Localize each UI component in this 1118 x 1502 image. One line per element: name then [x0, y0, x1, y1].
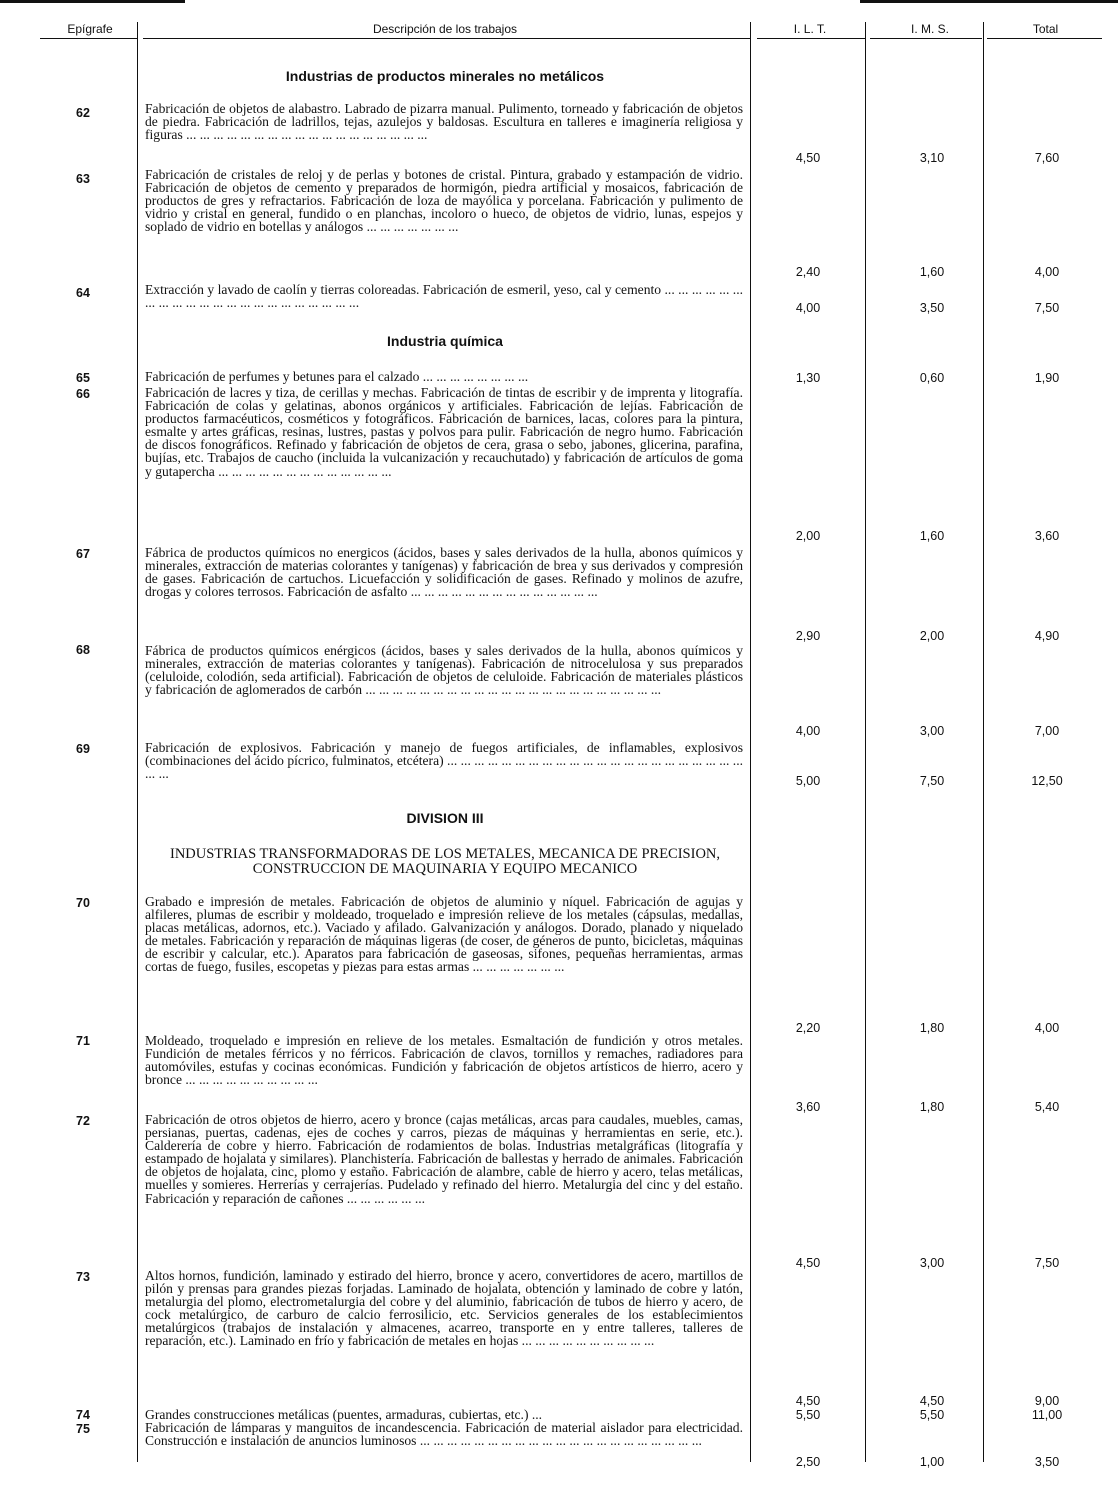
row-description: Fabricación de lacres y tiza, de cerillas y mechas. Fabricación de tintas de escribir y de imprenta y litografía. Fabricación de colas y gelatinas, abonos orgánicos y artificiales. Fabricación de lejías. Fabricación de productos farmacéuticos, cosméticos y fotográficos. Fabricación de barnices, lacas, colores para la pintura, esmalte y artes gráficas, resinas, lustres, pastas y polvos para pulir. Fabricación de negro humo. Fabricación de discos fonográficos. Refinado y fabricación de objetos de cera, grasa o sebo, jabones, glicerina, parafina, bujías, etc. Trabajos de caucho (incluida la vulcanización y recauchutado) y fabricación de artículos de goma y gutapercha ... ... ... ... ... ... ... ... ... ... ... ... ... [145, 385, 743, 479]
row-total: 9,00 [1034, 1394, 1060, 1408]
row-ilt: 2,90 [795, 629, 821, 643]
row-description: Fabricación de otros objetos de hierro, acero y bronce (cajas metálicas, arcas para caudales, muebles, camas, persianas, puertas, cadenas, ejes de coches y carros, piezas de máquinas y herramientas en serie, etc.). Calderería de cobre y hierro. Fabricación de rodamientos de bolas. Industrias metalgráficas (litografía y estampado de hojalata y similares). Planchistería. Fabricación de ballestas y herrado de animales. Fabricación de objetos de hojalata, cinc, plomo y estaño. Fabricación de alambre, cable de hierro y acero, telas metálicas, muelles y somieres. Herrerías y cerrajerías. Pudelado y refinado del hierro. Metalurgia del cinc y del estaño. Fabricación y reparación de cañones ... ... ... ... ... ... [145, 1112, 743, 1206]
division-subtitle: INDUSTRIAS TRANSFORMADORAS DE LOS METALES, MECANICA DE PRECISION, CONSTRUCCION DE MAQUINARIA Y EQUIPO MECANICO [169, 846, 721, 877]
row-ilt: 4,00 [795, 301, 821, 315]
row-ims: 4,50 [919, 1394, 945, 1408]
row-ilt: 5,50 [795, 1408, 821, 1422]
row-ilt: 4,00 [795, 724, 821, 738]
row-total: 12,50 [1031, 774, 1063, 788]
row-total: 3,50 [1034, 1455, 1060, 1469]
top-rule-right [860, 0, 1118, 3]
row-ilt: 2,40 [795, 265, 821, 279]
row-ims: 1,60 [919, 265, 945, 279]
row-epigrafe: 70 [76, 896, 90, 910]
header-rule [757, 38, 865, 39]
section-heading: Industrias de productos minerales no metálicos [285, 68, 605, 84]
header-rule [143, 38, 750, 39]
row-total: 1,90 [1034, 371, 1060, 385]
section-heading: Industria química [387, 333, 503, 349]
row-ims: 0,60 [919, 371, 945, 385]
row-epigrafe: 71 [76, 1034, 90, 1048]
row-ims: 7,50 [919, 774, 945, 788]
row-ims: 3,50 [919, 301, 945, 315]
row-ims: 1,60 [919, 529, 945, 543]
row-description: Fabricación de lámparas y manguitos de incandescencia. Fabricación de material aislador para electricidad. Construcción e instalación de anuncios luminosos ... ... ... ... ... ... ... ... ... ... ... ... ... ... ... ... ... ... ... ... ... [145, 1420, 743, 1449]
row-total: 7,60 [1034, 151, 1060, 165]
row-epigrafe: 63 [76, 172, 90, 186]
header-rule [40, 38, 138, 39]
row-ilt: 4,50 [795, 1394, 821, 1408]
row-total: 4,90 [1034, 629, 1060, 643]
header-descripcion: Descripción de los trabajos [372, 22, 518, 36]
row-description: Fabricación de perfumes y betunes para el calzado ... ... ... ... ... ... ... ... [145, 369, 529, 384]
row-ims: 3,10 [919, 151, 945, 165]
row-ilt: 2,00 [795, 529, 821, 543]
division-heading: DIVISION III [406, 810, 484, 826]
row-ims: 5,50 [919, 1408, 945, 1422]
header-rule [987, 38, 1102, 39]
row-ims: 3,00 [919, 724, 945, 738]
header-ims: I. M. S. [910, 22, 949, 36]
row-description: Fábrica de productos químicos enérgicos (ácidos, bases y sales derivados de la hulla, abonos químicos y minerales, extracción de materias colorantes y tanígenas). Fabricación de nitrocelulosa y sus preparados (celuloide, colodión, seda artificial). Fabricación de objetos de celuloide. Fabricación de materiales plásticos y fabricación de aglomerados de carbón ... ... ... ... ... ... ... ... ... ... ... ... ... ... ... ... ... ... ... ... ... ... [145, 643, 743, 698]
header-rule [870, 38, 982, 39]
row-total: 4,00 [1034, 265, 1060, 279]
row-ilt: 2,20 [795, 1021, 821, 1035]
row-description: Altos hornos, fundición, laminado y estirado del hierro, bronce y acero, convertidores de acero, martillos de pilón y prensas para grandes piezas forjadas. Laminado de hojalata, obtención y laminado de cobre y latón, metalurgia del plomo, electrometalurgia del cobre y del aluminio, fabricación de tubos de hierro y acero, de cock metalúrgico, de carburo de calcio ferrosilicio, etc. Servicios generales de los establecimientos metalúrgicos (trabajos de instalación y almacenes, acarreo, transporte en y entre talleres, talleres de reparación, etc.). Laminado en frío y fabricación de metales en hojas ... ... ... ... ... ... ... ... ... ... [145, 1268, 743, 1349]
row-epigrafe: 65 [76, 371, 90, 385]
column-divider [865, 22, 866, 1462]
row-description: Grabado e impresión de metales. Fabricación de objetos de aluminio y níquel. Fabricación de agujas y alfileres, plumas de escribir y moldeado, troquelado e impresión relieve de los metales (cápsulas, medallas, placas metálicas, adornos, etc.). Vaciado y afilado. Galvanización y análogos. Dorado, planado y niquelado de metales. Fabricación y reparación de máquinas ligeras (de coser, de géneros de punto, bicicletas, máquinas de escribir y calcular, etc.). Aparatos para fabricación de gaseosas, sifones, pequeñas herramientas, armas cortas de fuego, fusiles, escopetas y piezas para estas armas ... ... ... ... ... ... ... [145, 894, 743, 975]
row-epigrafe: 64 [76, 286, 90, 300]
row-ilt: 5,00 [795, 774, 821, 788]
row-total: 7,50 [1034, 301, 1060, 315]
row-total: 11,00 [1031, 1408, 1063, 1422]
header-total: Total [1032, 22, 1059, 36]
top-rule-left [0, 0, 185, 3]
row-total: 4,00 [1034, 1021, 1060, 1035]
row-ims: 3,00 [919, 1256, 945, 1270]
row-total: 7,50 [1034, 1256, 1060, 1270]
row-description: Fábrica de productos químicos no energicos (ácidos, bases y sales derivados de la hulla, abonos químicos y minerales, extracción de materias colorantes y tanígenas) y fabricación de brea y sus derivados y compresión de gases. Fabricación de cartuchos. Licuefacción y solidificación de gases. Refinado y molinos de azufre, drogas y colores terrosos. Fabricación de asfalto ... ... ... ... ... ... ... ... ... ... ... ... ... ... [145, 545, 743, 600]
row-epigrafe: 74 [76, 1408, 90, 1422]
row-ilt: 3,60 [795, 1100, 821, 1114]
row-ilt: 2,50 [795, 1455, 821, 1469]
row-description: Fabricación de objetos de alabastro. Labrado de pizarra manual. Pulimento, torneado y fabricación de objetos de piedra. Fabricación de ladrillos, tejas, azulejos y baldosas. Escultura en talleres e imaginería religiosa y figuras ... ... ... ... ... ... ... ... ... ... ... ... ... ... ... ... ... ... [145, 101, 743, 143]
row-total: 5,40 [1034, 1100, 1060, 1114]
row-epigrafe: 62 [76, 106, 90, 120]
row-epigrafe: 66 [76, 387, 90, 401]
row-ilt: 4,50 [795, 151, 821, 165]
row-epigrafe: 72 [76, 1114, 90, 1128]
column-divider [983, 22, 984, 1462]
row-description: Extracción y lavado de caolín y tierras coloreadas. Fabricación de esmeril, yeso, cal y cemento ... ... ... ... ... ... ... ... ... ... ... ... ... ... ... ... ... ... ... ... ... ... [145, 282, 743, 311]
row-ims: 1,00 [919, 1455, 945, 1469]
header-epigrafe: Epígrafe [67, 22, 113, 36]
column-divider [137, 22, 138, 1462]
row-epigrafe: 73 [76, 1270, 90, 1284]
row-description: Grandes construcciones metálicas (puentes, armaduras, cubiertas, etc.) ... [145, 1407, 543, 1422]
row-epigrafe: 67 [76, 547, 90, 561]
row-total: 7,00 [1034, 724, 1060, 738]
row-description: Moldeado, troquelado e impresión en relieve de los metales. Esmaltación de fundición y otros metales. Fundición de metales férricos y no férricos. Fabricación de clavos, tornillos y remaches, radiadores para automóviles, estufas y cocinas económicas. Fundición y fabricación de objetos artísticos de hierro, acero y bronce ... ... ... ... ... ... ... ... ... ... [145, 1033, 743, 1088]
row-total: 3,60 [1034, 529, 1060, 543]
row-epigrafe: 69 [76, 742, 90, 756]
header-ilt: I. L. T. [793, 22, 827, 36]
row-ims: 2,00 [919, 629, 945, 643]
row-ims: 1,80 [919, 1021, 945, 1035]
row-epigrafe: 75 [76, 1422, 90, 1436]
row-epigrafe: 68 [76, 643, 90, 657]
row-ilt: 4,50 [795, 1256, 821, 1270]
row-description: Fabricación de explosivos. Fabricación y manejo de fuegos artificiales, de inflamables, explosivos (combinaciones del ácido pícrico, fulminatos, etcétera) ... ... ... ... ... ... ... ... ... ... ... ... ... ... ... ... ... ... ... ... ... ... ... ... [145, 740, 743, 782]
column-divider [750, 22, 751, 1462]
row-ims: 1,80 [919, 1100, 945, 1114]
row-description: Fabricación de cristales de reloj y de perlas y botones de cristal. Pintura, grabado y estampación de vidrio. Fabricación de objetos de cemento y preparados de hormigón, piedra artificial y mosaicos, fabricación de productos de gres y refractarios. Fabricación de loza de mayólica y porcelana. Fabricación y pulimento de vidrio y cristal en general, fundido o en planchas, incoloro o hueco, de objetos de vidrio, lunas, espejos y soplado de vidrio en botellas y análogos ... ... ... ... ... ... ... [145, 167, 743, 235]
row-ilt: 1,30 [795, 371, 821, 385]
